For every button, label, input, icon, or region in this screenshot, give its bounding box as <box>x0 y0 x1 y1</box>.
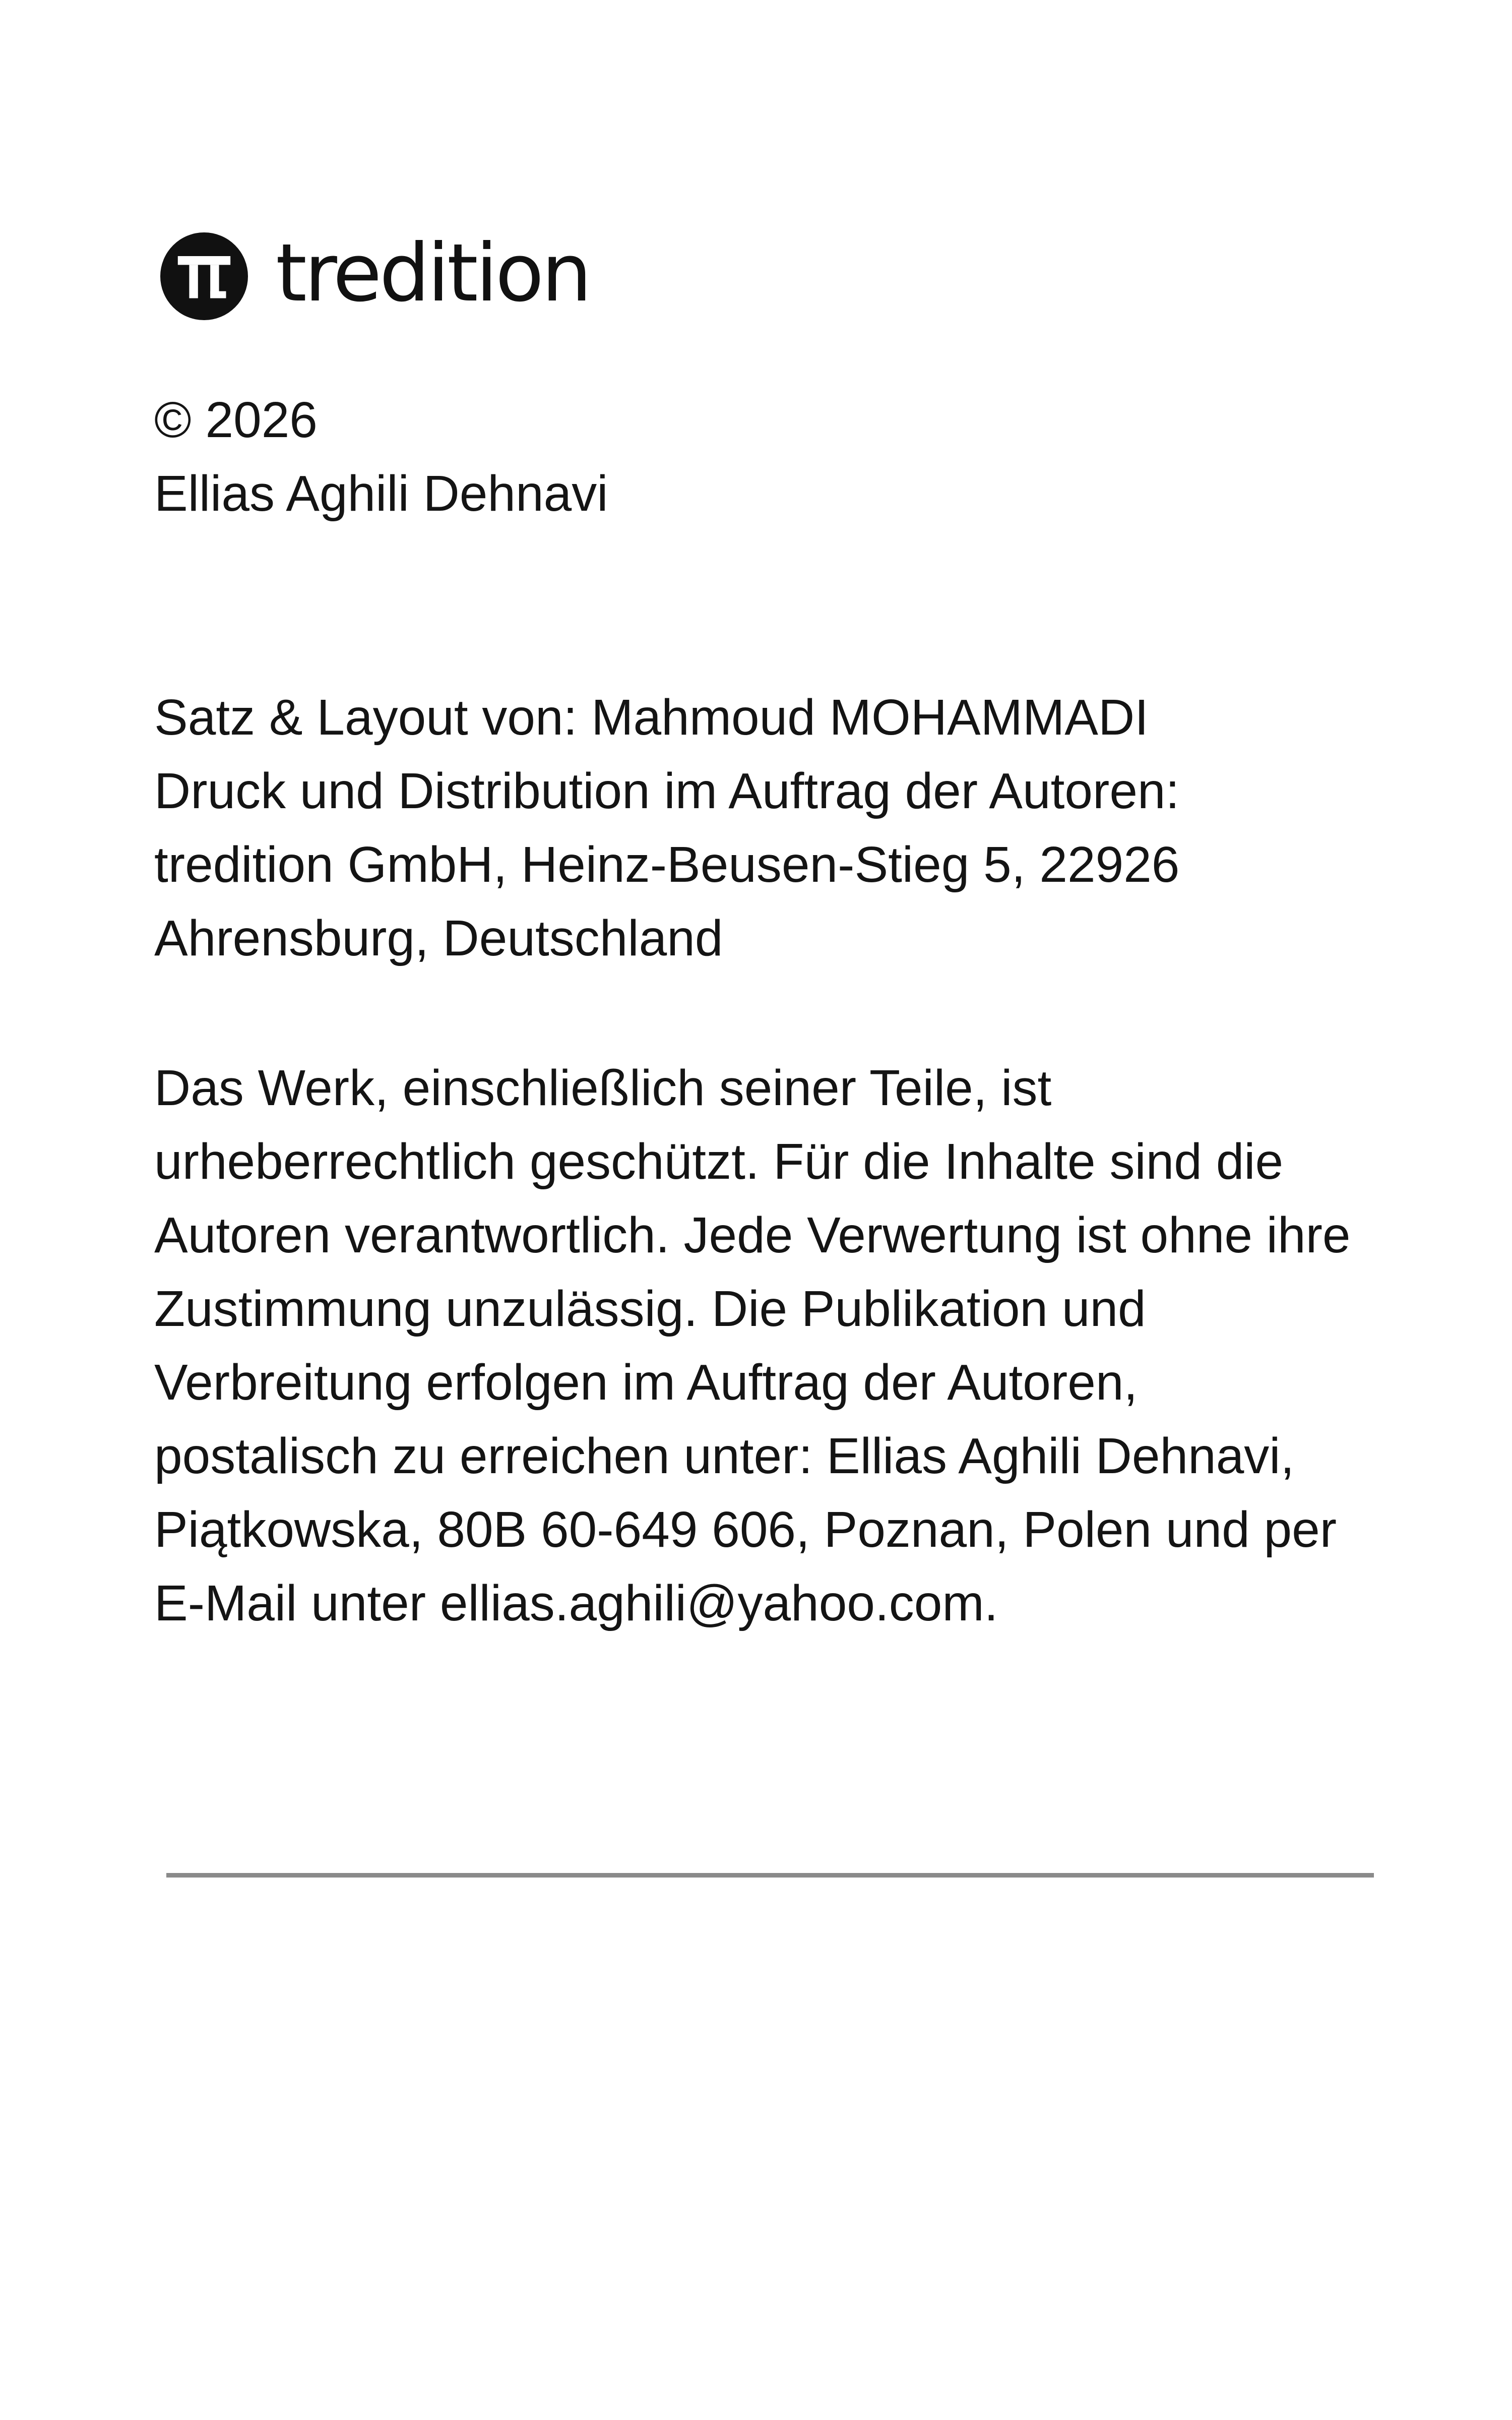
imprint-block <box>154 681 1179 975</box>
copyright-year: © 2026 <box>154 392 318 448</box>
rights-line: Verbreitung erfolgen im Auftrag der Autoren, <box>154 1354 1138 1411</box>
copyright-author: Ellias Aghili Dehnavi <box>154 465 608 522</box>
imprint-line: Satz & Layout von: Mahmoud MOHAMMADI <box>154 689 1149 746</box>
imprint-line: tredition GmbH, Heinz-Beusen-Stieg 5, 22926 <box>154 836 1180 893</box>
copyright-block <box>154 383 608 530</box>
rights-line: E-Mail unter ellias.aghili@yahoo.com. <box>154 1575 998 1631</box>
rights-line: postalisch zu erreichen unter: Ellias Aghili Dehnavi, <box>154 1428 1295 1484</box>
publisher-logo <box>160 229 590 323</box>
rights-line: urheberrechtlich geschützt. Für die Inhalte sind die <box>154 1133 1284 1190</box>
rights-line: Autoren verantwortlich. Jede Verwertung ist ohne ihre <box>154 1207 1351 1263</box>
imprint-line: Ahrensburg, Deutschland <box>154 910 723 966</box>
rights-line: Zustimmung unzulässig. Die Publikation und <box>154 1281 1146 1337</box>
rights-notice <box>154 1051 1351 1640</box>
rights-line: Das Werk, einschließlich seiner Teile, ist <box>154 1060 1052 1116</box>
imprint-line: Druck und Distribution im Auftrag der Autoren: <box>154 763 1180 819</box>
publisher-wordmark: tredition <box>276 227 590 320</box>
tredition-logo-icon <box>160 232 248 320</box>
horizontal-divider <box>166 1873 1374 1878</box>
rights-line: Piątkowska, 80B 60-649 606, Poznan, Polen und per <box>154 1501 1337 1558</box>
